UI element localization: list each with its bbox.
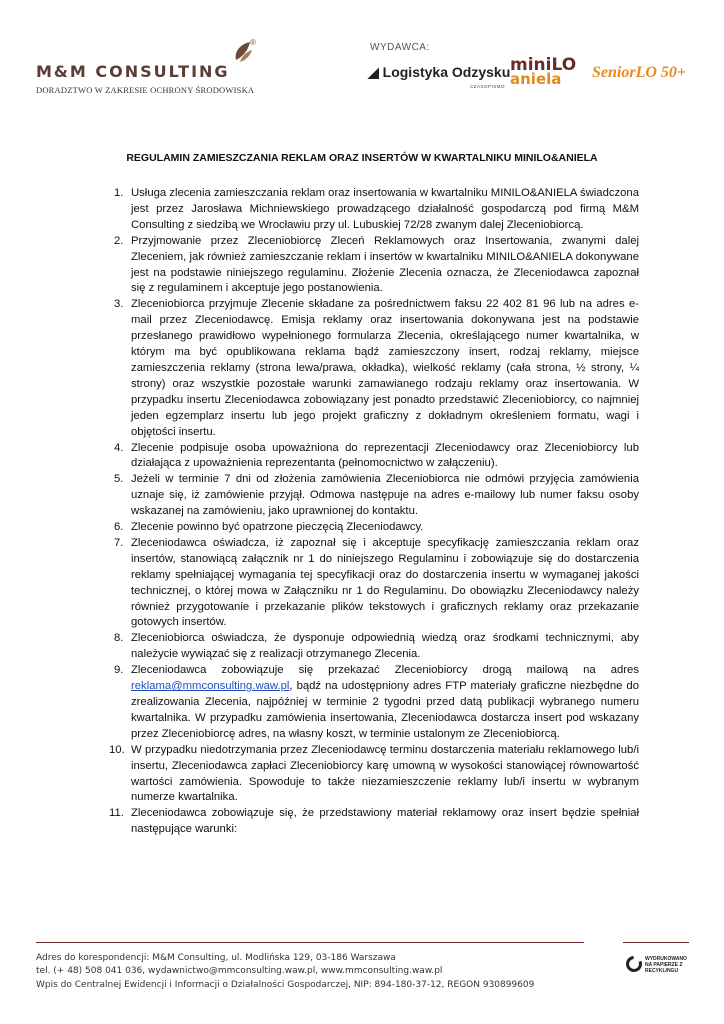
mm-consulting-logo — [36, 38, 266, 98]
item-text: Zlecenie powinno być opatrzone pieczęcią Zleceniodawcy. — [131, 521, 424, 534]
item-number: 5. — [114, 473, 124, 486]
item-text: Usługa zlecenia zamieszczania reklam oraz insertowania w kwartalniku MINILO&ANIELA świadczona jest przez Jarosława Michniewskiego prowadzącego działalność gospodarczą pod firmą M&M Consulting z siedzibą we Wrocławiu przy ul. Lubuskiej 72/28 zwanym dalej Zleceniobiorcą. — [131, 187, 639, 231]
seniorlo-logo: SeniorLO 50+ — [592, 64, 687, 81]
recycled-label: WYDRUKOWANO NA PAPIERZE Z RECYKLINGU — [645, 956, 687, 974]
company-tagline: DORADZTWO W ZAKRESIE OCHRONY ŚRODOWISKA — [36, 85, 255, 95]
item-number: 6. — [114, 521, 124, 534]
list-item — [109, 631, 639, 663]
ad-email-link[interactable]: reklama@mmconsulting.waw.pl — [131, 680, 290, 693]
item-text: Zleceniobiorca oświadcza, że dysponuje odpowiednią wiedzą oraz środkami technicznymi, aby należycie wywiązać się z realizacji otrzymanego Zlecenia. — [131, 632, 639, 661]
publisher-label: WYDAWCA: — [370, 42, 430, 53]
item-number: 3. — [114, 298, 124, 311]
item-number: 11. — [109, 807, 124, 820]
item-text: Przyjmowanie przez Zleceniobiorcę Zleceń Reklamowych oraz Insertowania, zwanymi dalej Zleceniem, jak również zamieszczanie reklam i insertów w kwartalniku MINILO&ANIELA dokonywane jest na podstawie niniejszego regulaminu. Złożenie Zlecenia oznacza, że Zleceniodawca zapoznał się z regulaminem i akceptuje jego postanowienia. — [131, 234, 639, 295]
logistyka-mark-icon: ◢ — [368, 64, 383, 80]
item-number: 10. — [109, 743, 125, 756]
regulations-body — [109, 186, 639, 838]
company-name: M&M CONSULTING — [36, 62, 230, 81]
list-item — [109, 806, 639, 838]
item-text: Zleceniodawca oświadcza, iż zapoznał się i akceptuje specyfikację zamieszczania reklam oraz insertów, stanowiącą załącznik nr 1 do niniejszego Regulaminu i zobowiązuje się do dostarczenia reklamy spełniającej wymagania tej specyfikacji oraz do dostarczenia insertu w wymaganej jakości technicznej, o której mowa w Załączniku nr 1 do Regulaminu. Do obowiązku Zleceniodawcy należy również przygotowanie i przekazanie plików tekstowych i graficznych reklamy oraz przekazanie gotowych insertów. — [131, 536, 639, 629]
registered-mark: ® — [250, 38, 256, 47]
minilo-aniela-logo — [510, 55, 577, 88]
document-title: REGULAMIN ZAMIESZCZANIA REKLAM ORAZ INSERTÓW W KWARTALNIKU MINILO&ANIELA — [126, 152, 598, 164]
item-number: 9. — [114, 664, 124, 677]
recycle-icon — [625, 955, 643, 973]
list-item — [109, 441, 639, 473]
list-item — [109, 297, 639, 440]
list-item — [109, 472, 639, 520]
footer-divider — [36, 942, 584, 943]
item-text: Zlecenie podpisuje osoba upoważniona do reprezentacji Zleceniodawcy oraz Zleceniobiorcy lub działająca z upoważnienia reprezentanta (pełnomocnictwo w załączeniu). — [131, 441, 639, 470]
item-number: 4. — [114, 441, 124, 454]
item-number: 2. — [114, 234, 124, 247]
minilo-title: miniLO — [510, 55, 577, 75]
page-footer — [36, 952, 534, 992]
logistyka-title: Logistyka Odzysku — [382, 64, 511, 80]
logistyka-odzysku-logo — [368, 64, 510, 81]
list-item — [109, 520, 639, 536]
item-text: Zleceniobiorca przyjmuje Zlecenie składane za pośrednictwem faksu 22 402 81 96 lub na adres e-mail przez Zleceniodawcę. Emisja reklamy oraz insertowania dokonywana jest na podstawie przesłanego prawidłowo wypełnionego formularza Zlecenia, określającego numer kwartalnika, w którym ma być opublikowana reklama bądź zamieszczony insert, rodzaj reklamy, miejsce zamieszczenia reklamy (strona lewa/prawa, okładka), wielkość reklamy (cała strona, ½ strony, ¼ strony) oraz wszystkie pozostałe warunki zamawianego rodzaju reklamy oraz insertowania. W przypadku insertu Zleceniodawca zobowiązany jest ponadto przedstawić Zleceniobiorcy, co najmniej jeden egzemplarz insertu lub jego projekt graficzny z dokładnym określeniem formatu, wagi i objętości insertu. — [131, 298, 639, 438]
item-text: Zleceniodawca zobowiązuje się, że przedstawiony materiał reklamowy oraz insert będzie spełniał następujące warunki: — [131, 807, 639, 836]
list-item — [109, 234, 639, 298]
list-item — [109, 663, 639, 743]
list-item — [109, 186, 639, 234]
item-number: 7. — [114, 536, 124, 549]
page-header — [0, 0, 724, 110]
regulations-list — [109, 186, 639, 838]
footer-address: Adres do korespondencji: M&M Consulting, ul. Modlińska 129, 03-186 Warszawa — [36, 953, 396, 963]
footer-contact: tel. (+ 48) 508 041 036, wydawnictwo@mmconsulting.waw.pl, www.mmconsulting.waw.pl — [36, 966, 443, 977]
item-text: Jeżeli w terminie 7 dni od złożenia zamówienia Zleceniobiorca nie odmówi przyjęcia zamówienia uznaje się, iż zamówienie przyjął. Odmowa następuje na adres e-mailowy lub numer faksu osoby wskazanej na zamówieniu, jako uprawnionej do kontaktu. — [131, 473, 639, 518]
logistyka-subtitle: CZASOPISMO — [470, 84, 506, 89]
list-item — [109, 536, 639, 631]
item-text-continued: , bądź na udostępniony adres FTP materiały graficzne niezbędne do zrealizowania Zlecenia, najpóźniej w terminie 2 tygodni przed datą publikacji wybranego numeru kwartalnika. W przypadku zamówienia insertowania, Zleceniodawca dostarcza insert pod wskazany przez Zleceniobiorcę adres, na własny koszt, w terminie ustalonym ze Zleceniobiorcą. — [131, 680, 639, 740]
item-number: 8. — [114, 632, 124, 645]
aniela-title: aniela — [510, 70, 562, 88]
item-text: W przypadku niedotrzymania przez Zleceniodawcę terminu dostarczenia materiału reklamowego lub/i insertu, Zleceniodawca zapłaci Zleceniobiorcy karę umowną w wysokości stanowiącej równowartość wartości zamówienia. Spowoduje to także niezamieszczenie reklamy lub/i insertu w wybranym numerze kwartalnika. — [131, 743, 639, 804]
item-text: Zleceniodawca zobowiązuje się przekazać Zleceniobiorcy drogą mailową na adres — [131, 664, 639, 677]
footer-divider-right — [623, 942, 689, 943]
recycled-paper-badge — [625, 955, 695, 985]
footer-registration: Wpis do Centralnej Ewidencji i Informacji o Działalności Gospodarczej, NIP: 894-180-37-12, REGON 930899609 — [36, 979, 535, 990]
item-number: 1. — [114, 187, 124, 199]
list-item — [109, 743, 639, 807]
